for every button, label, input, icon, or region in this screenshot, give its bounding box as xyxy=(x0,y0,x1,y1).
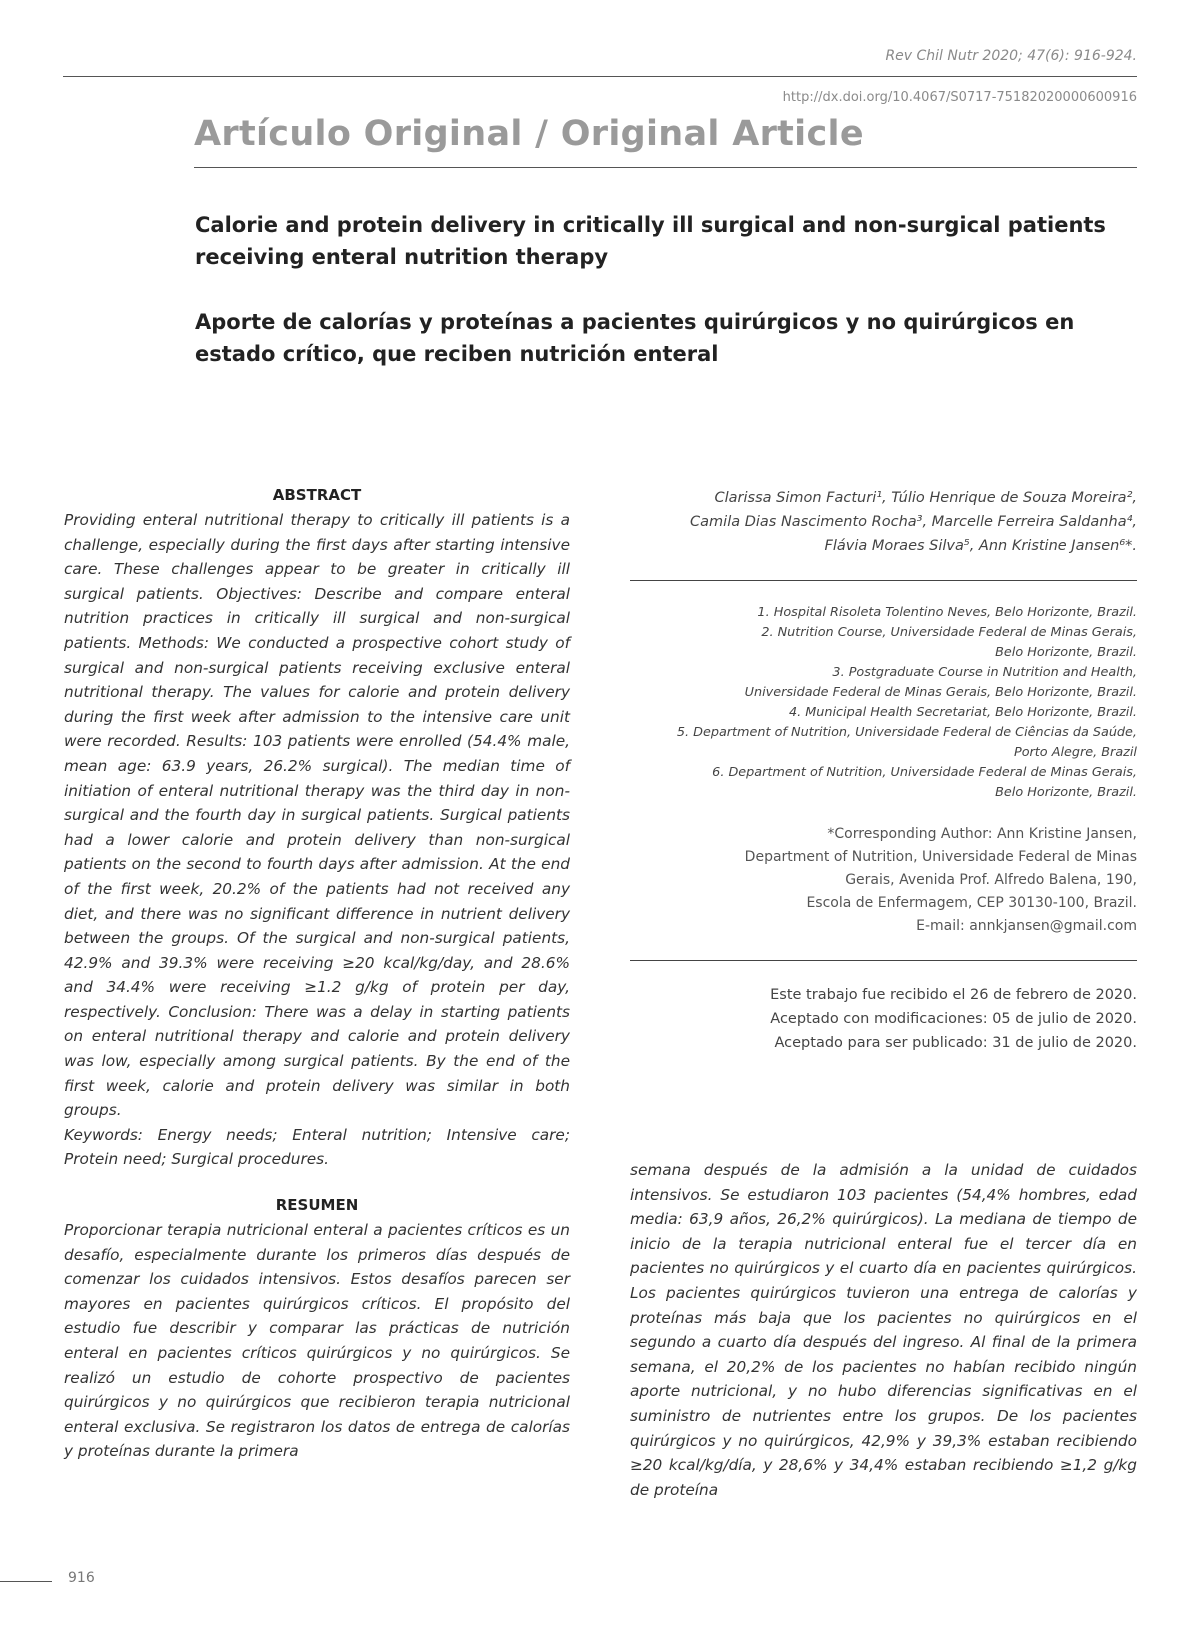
author-line: Camila Dias Nascimento Rocha³, Marcelle Ferreira Saldanha⁴, xyxy=(690,514,1137,530)
title-english: Calorie and protein delivery in critically ill surgical and non-surgical patients receiving enteral nutrition therapy xyxy=(195,213,1106,269)
resumen-text-right: semana después de la admisión a la unidad de cuidados intensivos. Se estudiaron 103 pacientes (54,4% hombres, edad media: 63,9 años, 26,2% quirúrgicos). La mediana de tiempo de inicio de la terapia nutricional enteral fue el tercer día en pacientes no quirúrgicos y el cuarto día en pacientes quirúrgicos. Los pacientes quirúrgicos tuvieron una entrega de calorías y proteínas más baja que los pacientes no quirúrgicos en el segundo a cuarto día después del ingreso. Al final de la primera semana, el 20,2% de los pacientes no habían recibido ningún aporte nutricional, y no hubo diferencias significativas en el suministro de nutrientes entre los grupos. De los pacientes quirúrgicos y no quirúrgicos, 42,9% y 39,3% estaban recibiendo ≥20 kcal/kg/día, y 28,6% y 34,4% estaban recibiendo ≥1,2 g/kg de proteína xyxy=(630,1161,1137,1499)
affiliation-line: 6. Department of Nutrition, Universidade Federal de Minas Gerais, xyxy=(712,765,1137,780)
affiliation-line: 2. Nutrition Course, Universidade Federal de Minas Gerais, xyxy=(761,625,1137,640)
date-line: Este trabajo fue recibido el 26 de febrero de 2020. xyxy=(770,987,1137,1003)
affiliation-line: 5. Department of Nutrition, Universidade Federal de Ciências da Saúde, xyxy=(676,725,1137,740)
section-label: Artículo Original / Original Article xyxy=(194,114,864,154)
affiliation-line: 1. Hospital Risoleta Tolentino Neves, Belo Horizonte, Brazil. xyxy=(757,605,1137,620)
date-line: Aceptado para ser publicado: 31 de julio de 2020. xyxy=(774,1035,1137,1051)
right-column-front-matter xyxy=(630,486,1137,1055)
author-line: Flávia Moraes Silva⁵, Ann Kristine Jansen⁶*. xyxy=(824,538,1137,554)
correspondence-email[interactable]: E-mail: annkjansen@gmail.com xyxy=(916,918,1137,934)
correspondence-line: Escola de Enfermagem, CEP 30130-100, Brazil. xyxy=(806,895,1137,911)
affiliation-line: Belo Horizonte, Brazil. xyxy=(995,645,1137,660)
abstract-keywords: Keywords: Energy needs; Enteral nutrition; Intensive care; Protein need; Surgical procedures. xyxy=(64,1125,570,1169)
divider xyxy=(630,580,1137,581)
author-list xyxy=(630,486,1137,558)
title-spanish: Aporte de calorías y proteínas a pacientes quirúrgicos y no quirúrgicos en estado crítico, que reciben nutrición enteral xyxy=(195,310,1075,366)
correspondence-line: Department of Nutrition, Universidade Federal de Minas xyxy=(744,849,1137,865)
affiliation-line: 3. Postgraduate Course in Nutrition and Health, xyxy=(832,665,1137,680)
page-number: 916 xyxy=(68,1570,95,1586)
affiliation-list xyxy=(630,603,1137,803)
correspondence-line: Gerais, Avenida Prof. Alfredo Balena, 190, xyxy=(845,872,1137,888)
divider xyxy=(630,960,1137,961)
submission-dates xyxy=(630,983,1137,1055)
header-rule xyxy=(63,76,1137,77)
affiliation-line: Universidade Federal de Minas Gerais, Belo Horizonte, Brazil. xyxy=(744,685,1137,700)
left-column xyxy=(64,486,570,1464)
section-rule xyxy=(194,167,1137,168)
journal-reference: Rev Chil Nutr 2020; 47(6): 916-924. xyxy=(885,48,1137,64)
footer-rule xyxy=(0,1581,52,1582)
date-line: Aceptado con modificaciones: 05 de julio de 2020. xyxy=(770,1011,1137,1027)
right-column-resumen xyxy=(630,1158,1137,1502)
affiliation-line: Belo Horizonte, Brazil. xyxy=(995,785,1137,800)
resumen-heading: RESUMEN xyxy=(275,1196,359,1215)
affiliation-line: Porto Alegre, Brazil xyxy=(1013,745,1137,760)
correspondence-line: *Corresponding Author: Ann Kristine Jansen, xyxy=(827,826,1137,842)
correspondence xyxy=(630,823,1137,938)
affiliation-line: 4. Municipal Health Secretariat, Belo Horizonte, Brazil. xyxy=(788,705,1137,720)
author-line: Clarissa Simon Facturi¹, Túlio Henrique de Souza Moreira², xyxy=(714,490,1137,506)
abstract-text: Providing enteral nutritional therapy to critically ill patients is a challenge, especially during the first days after starting intensive care. These challenges appear to be greater in critically ill surgical patients. Objectives: Describe and compare enteral nutrition practices in critically ill surgical and non-surgical patients. Methods: We conducted a prospective cohort study of surgical and non-surgical patients receiving exclusive enteral nutritional therapy. The values for calorie and protein delivery during the first week after admission to the intensive care unit were recorded. Results: 103 patients were enrolled (54.4% male, mean age: 63.9 years, 26.2% surgical). The median time of initiation of enteral nutritional therapy was the third day in non-surgical and the fourth day in surgical patients. Surgical patients had a lower calorie and protein delivery than non-surgical patients on the second to fourth days after admission. At the end of the first week, 20.2% of the patients had not received any diet, and there was no significant difference in nutrient delivery between the groups. Of the surgical and non-surgical patients, 42.9% and 39.3% were receiving ≥20 kcal/kg/day, and 28.6% and 34.4% were receiving ≥1.2 g/kg of protein per day, respectively. Conclusion: There was a delay in starting patients on enteral nutritional therapy and calorie and protein delivery was low, especially among surgical patients. By the end of the first week, calorie and protein delivery was similar in both groups. xyxy=(64,511,570,1120)
abstract-heading: ABSTRACT xyxy=(272,486,362,504)
doi-link[interactable]: http://dx.doi.org/10.4067/S0717-75182020000600916 xyxy=(782,90,1137,105)
resumen-text-left: Proporcionar terapia nutricional enteral a pacientes críticos es un desafío, especialmente durante los primeros días después de comenzar los cuidados intensivos. Estos desafíos parecen ser mayores en pacientes quirúrgicos críticos. El propósito del estudio fue describir y comparar las prácticas de nutrición enteral en pacientes críticos quirúrgicos y no quirúrgicos. Se realizó un estudio de cohorte prospectivo de pacientes quirúrgicos y no quirúrgicos que recibieron terapia nutricional enteral exclusiva. Se registraron los datos de entrega de calorías y proteínas durante la primera xyxy=(64,1221,570,1461)
